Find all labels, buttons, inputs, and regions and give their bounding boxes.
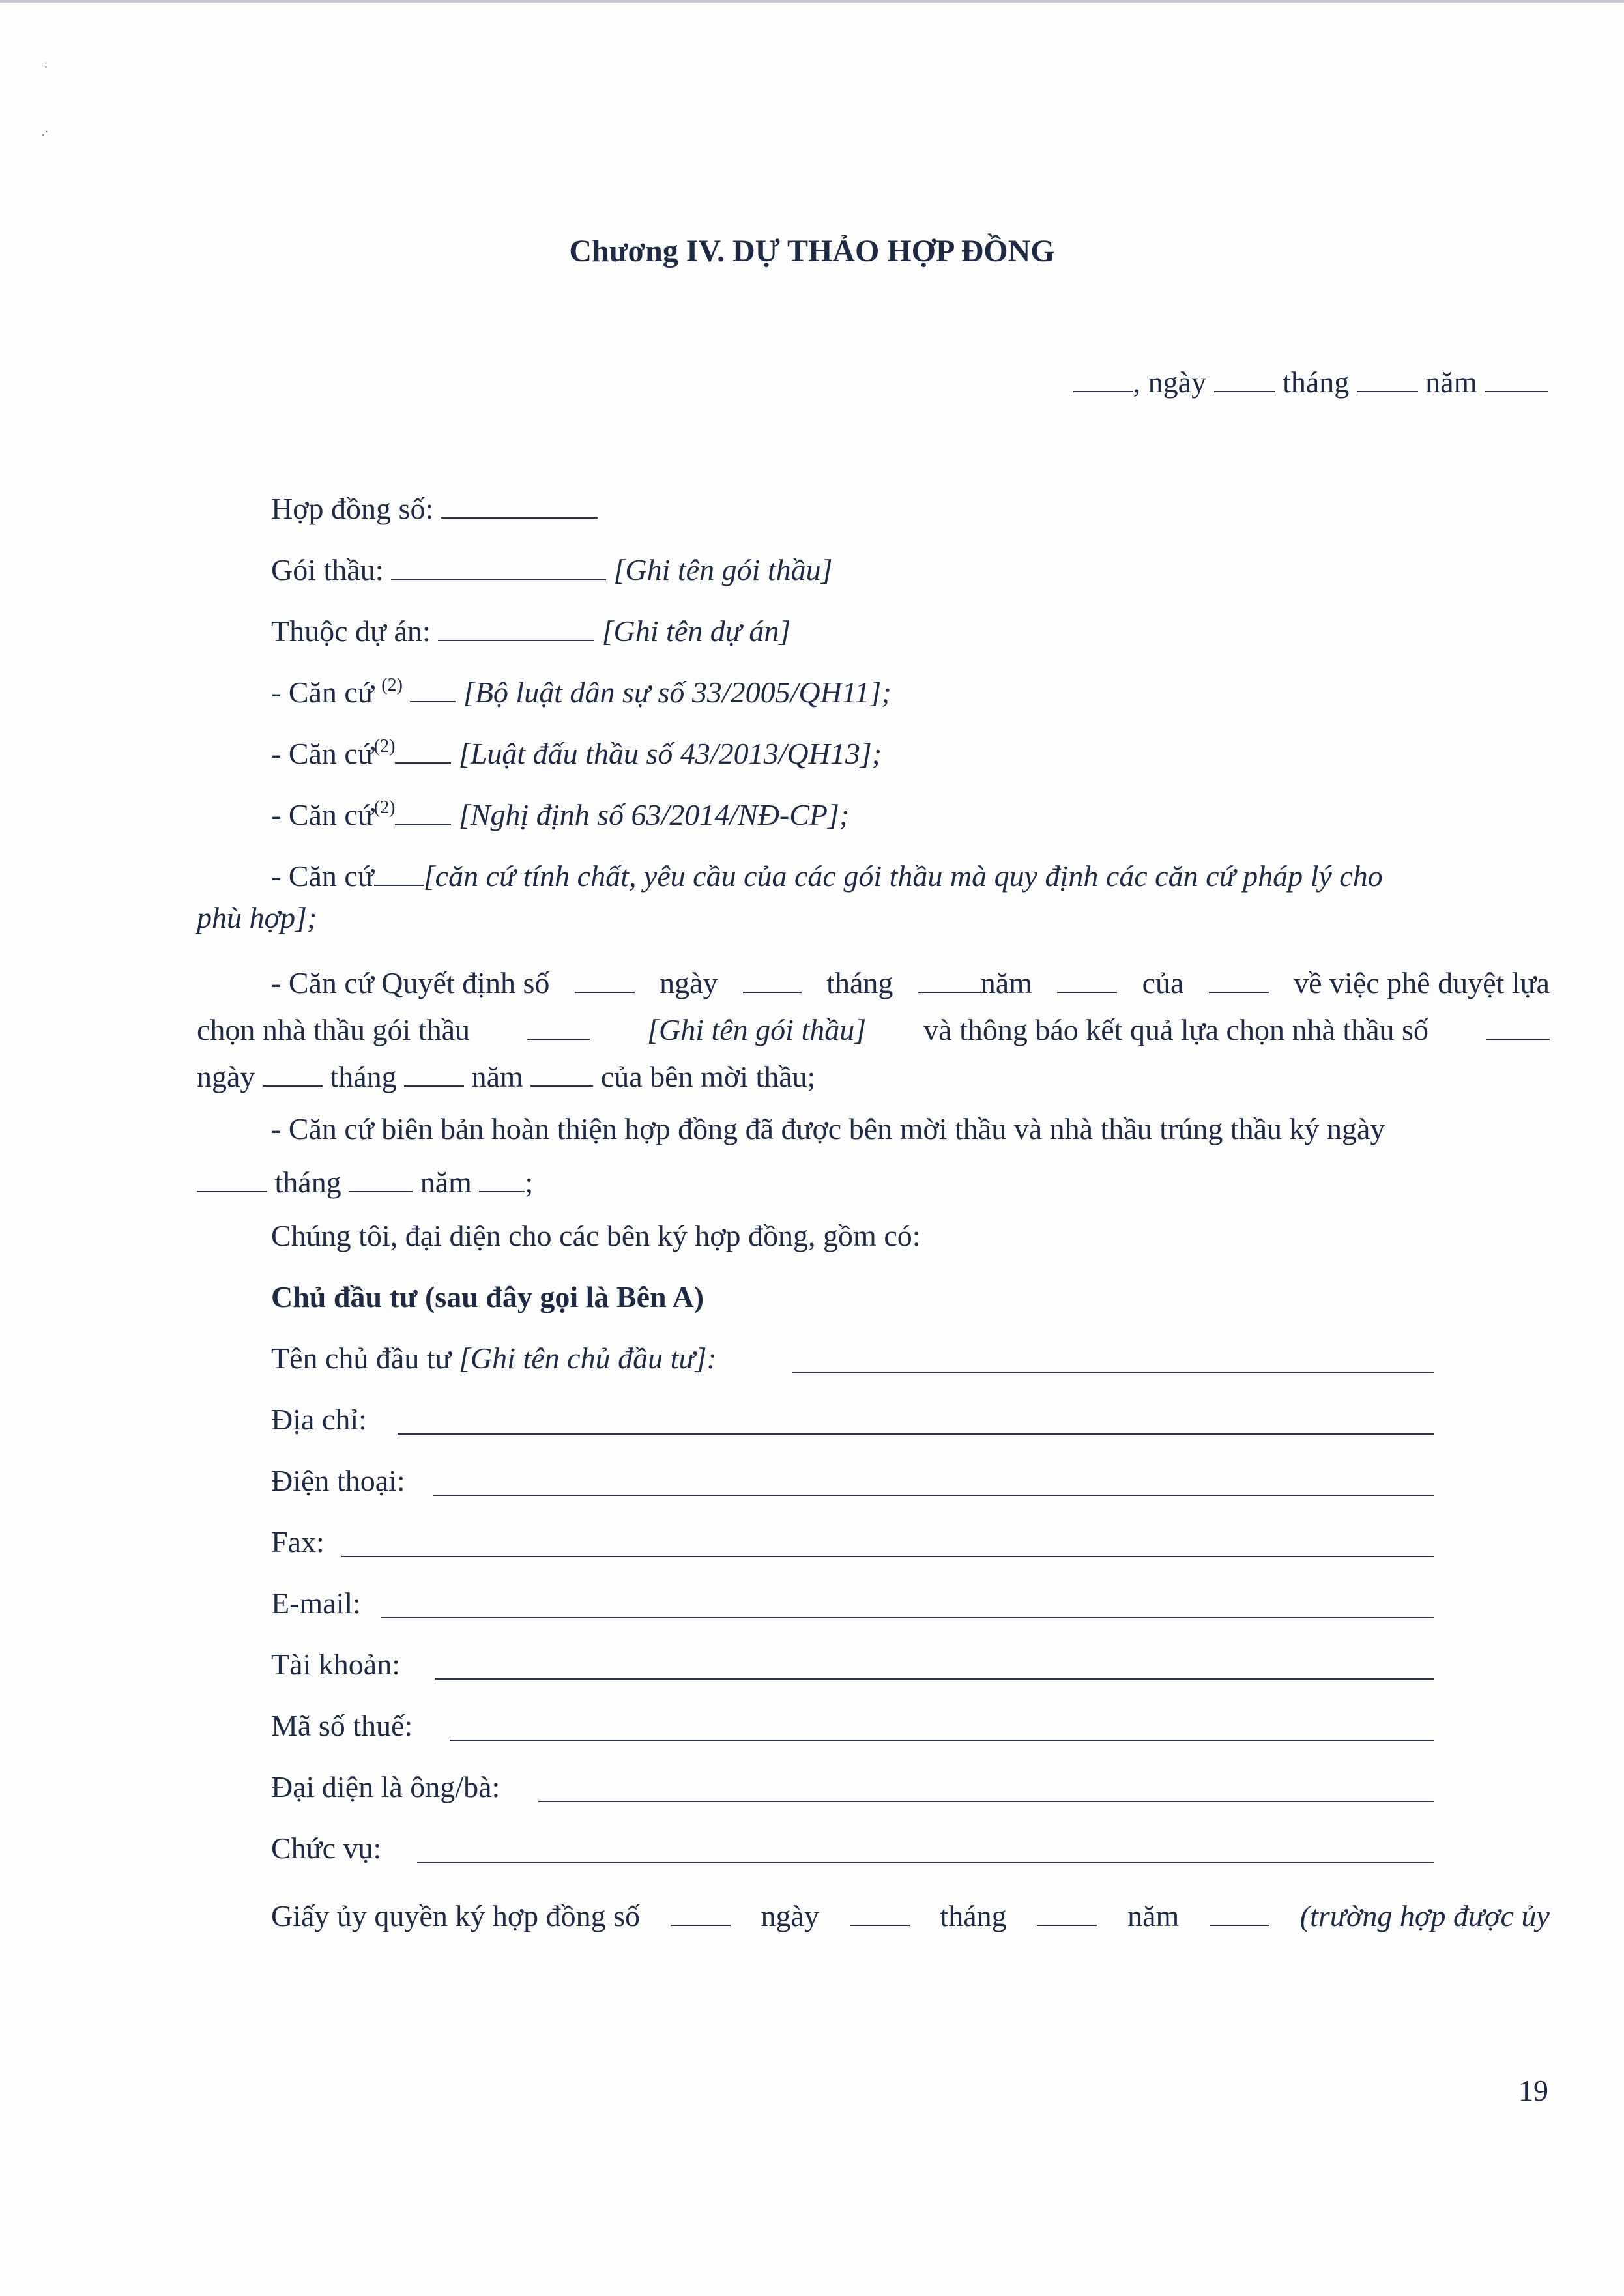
address-line[interactable] [398, 1433, 1434, 1435]
minutes-text: ; [525, 1166, 534, 1199]
party-a-name-text: Tên chủ đầu tư [271, 1342, 452, 1375]
position-line[interactable] [417, 1862, 1434, 1863]
project-note: [Ghi tên dự án] [602, 614, 791, 648]
date-year-label: năm [1425, 366, 1477, 399]
legal-basis-blank[interactable] [395, 732, 451, 764]
date-month-label: tháng [1283, 366, 1350, 399]
minutes-text: tháng [274, 1166, 341, 1199]
decision-text: năm [980, 966, 1032, 999]
project-blank[interactable] [438, 610, 594, 641]
minutes-month-blank[interactable] [349, 1161, 413, 1192]
decision-text: năm [471, 1060, 523, 1093]
footnote-ref: (2) [373, 797, 396, 818]
address-label: Địa chỉ: [271, 1403, 367, 1436]
tax-code-label: Mã số thuế: [271, 1709, 413, 1742]
decision-text: tháng [330, 1060, 397, 1093]
party-a-name-note: [Ghi tên chủ đầu tư]: [459, 1342, 717, 1375]
decision-note: [Ghi tên gói thầu] [647, 1013, 867, 1046]
email-line[interactable] [381, 1617, 1434, 1618]
poa-number-blank[interactable] [671, 1895, 731, 1926]
page-title: Chương IV. DỰ THẢO HỢP ĐỒNG [569, 234, 1055, 268]
legal-basis-blank[interactable] [410, 671, 456, 702]
legal-basis-note-cont: phù hợp]; [197, 901, 317, 934]
decision-text: ngày [197, 1060, 255, 1093]
notice-number-blank[interactable] [1486, 1009, 1550, 1040]
poa-day-blank[interactable] [850, 1895, 910, 1926]
decision-text: chọn nhà thầu gói thầu [197, 1013, 471, 1046]
contract-number-blank[interactable] [441, 487, 598, 519]
decision-text: - Căn cứ Quyết định số [271, 966, 550, 999]
month-blank[interactable] [1357, 361, 1418, 392]
legal-basis-blank[interactable] [395, 794, 451, 825]
minutes-line-2 [197, 1161, 533, 1198]
legal-basis-prefix: - Căn cứ [271, 737, 374, 770]
date-day-label: , ngày [1133, 366, 1207, 399]
notice-month-blank[interactable] [404, 1055, 464, 1087]
minutes-day-blank[interactable] [197, 1161, 267, 1192]
representative-label: Đại diện là ông/bà: [271, 1770, 500, 1803]
party-a-name-label [271, 1343, 717, 1373]
decision-issuer-blank[interactable] [1209, 962, 1269, 993]
decision-text: của [1142, 966, 1184, 999]
package-name-blank[interactable] [527, 1009, 590, 1040]
legal-basis-decree [271, 794, 849, 830]
project-field [271, 610, 790, 646]
project-label: Thuộc dự án: [271, 614, 431, 648]
legal-basis-blank[interactable] [374, 855, 424, 886]
parties-intro: Chúng tôi, đại diện cho các bên ký hợp đồng, gồm có: [271, 1219, 921, 1252]
tax-code-line[interactable] [450, 1740, 1434, 1741]
place-blank[interactable] [1073, 361, 1133, 392]
legal-basis-prefix: - Căn cứ [271, 859, 374, 893]
scan-edge [0, 0, 1624, 3]
page-number: 19 [1518, 2074, 1548, 2107]
legal-basis-civil-code [271, 671, 892, 708]
decision-line-3 [197, 1055, 815, 1092]
party-a-heading: Chủ đầu tư (sau đây gọi là Bên A) [271, 1280, 704, 1313]
poa-year-blank[interactable] [1210, 1895, 1269, 1926]
legal-basis-prefix: - Căn cứ [271, 676, 374, 709]
package-blank[interactable] [391, 549, 606, 580]
date-line [1073, 361, 1548, 397]
footnote-ref: (2) [381, 675, 403, 695]
decision-text: về việc phê duyệt lựa [1294, 966, 1550, 999]
account-line[interactable] [435, 1678, 1434, 1680]
day-blank[interactable] [1214, 361, 1275, 392]
position-label: Chức vụ: [271, 1831, 382, 1865]
legal-basis-note: [Bộ luật dân sự số 33/2005/QH11]; [463, 676, 892, 709]
representative-line[interactable] [538, 1801, 1434, 1802]
decision-year-blank[interactable] [1057, 962, 1117, 993]
phone-label: Điện thoại: [271, 1464, 405, 1497]
minutes-year-blank[interactable] [479, 1161, 525, 1192]
contract-number-label: Hợp đồng số: [271, 492, 434, 525]
legal-basis-prefix: - Căn cứ [271, 798, 374, 831]
poa-text: ngày [761, 1899, 819, 1932]
decision-number-blank[interactable] [575, 962, 635, 993]
legal-basis-note: [căn cứ tính chất, yêu cầu của các gói thầu mà quy định các căn cứ pháp lý cho [423, 859, 1383, 893]
decision-day-blank[interactable] [743, 962, 802, 993]
notice-year-blank[interactable] [530, 1055, 593, 1087]
scan-speck: .· [42, 125, 49, 138]
package-label: Gói thầu: [271, 553, 384, 586]
poa-text: năm [1127, 1899, 1180, 1932]
legal-basis-general [271, 855, 1383, 891]
scan-speck: : [44, 57, 48, 70]
minutes-text: - Căn cứ biên bản hoàn thiện hợp đồng đã được bên mời thầu và nhà thầu trúng thầu ký ngày [271, 1112, 1385, 1145]
decision-text: tháng [826, 966, 893, 999]
phone-line[interactable] [433, 1495, 1434, 1496]
decision-line-2 [197, 1009, 1550, 1045]
legal-basis-note: [Nghị định số 63/2014/NĐ-CP]; [458, 798, 850, 831]
decision-month-blank[interactable] [918, 962, 981, 993]
email-label: E-mail: [271, 1586, 361, 1620]
poa-text: Giấy ủy quyền ký hợp đồng số [271, 1899, 641, 1932]
decision-text: của bên mời thầu; [600, 1060, 816, 1093]
power-of-attorney-line [271, 1895, 1550, 1931]
legal-basis-note: [Luật đấu thầu số 43/2013/QH13]; [458, 737, 882, 770]
contract-number-field [271, 487, 598, 524]
party-a-name-line[interactable] [792, 1372, 1434, 1373]
poa-month-blank[interactable] [1037, 1895, 1097, 1926]
footnote-ref: (2) [373, 736, 396, 756]
minutes-line-1 [271, 1114, 1550, 1144]
poa-note: (trường hợp được ủy [1299, 1899, 1550, 1932]
poa-text: tháng [940, 1899, 1007, 1932]
decision-line-1 [271, 962, 1550, 998]
package-note: [Ghi tên gói thầu] [613, 553, 833, 586]
fax-label: Fax: [271, 1525, 325, 1558]
legal-basis-bidding-law [271, 732, 882, 769]
year-blank[interactable] [1485, 361, 1548, 392]
decision-text: và thông báo kết quả lựa chọn nhà thầu số [923, 1013, 1428, 1046]
notice-day-blank[interactable] [263, 1055, 323, 1087]
decision-text: ngày [660, 966, 718, 999]
fax-line[interactable] [341, 1556, 1434, 1557]
package-field [271, 549, 833, 585]
minutes-text: năm [420, 1166, 472, 1199]
account-label: Tài khoản: [271, 1648, 400, 1681]
